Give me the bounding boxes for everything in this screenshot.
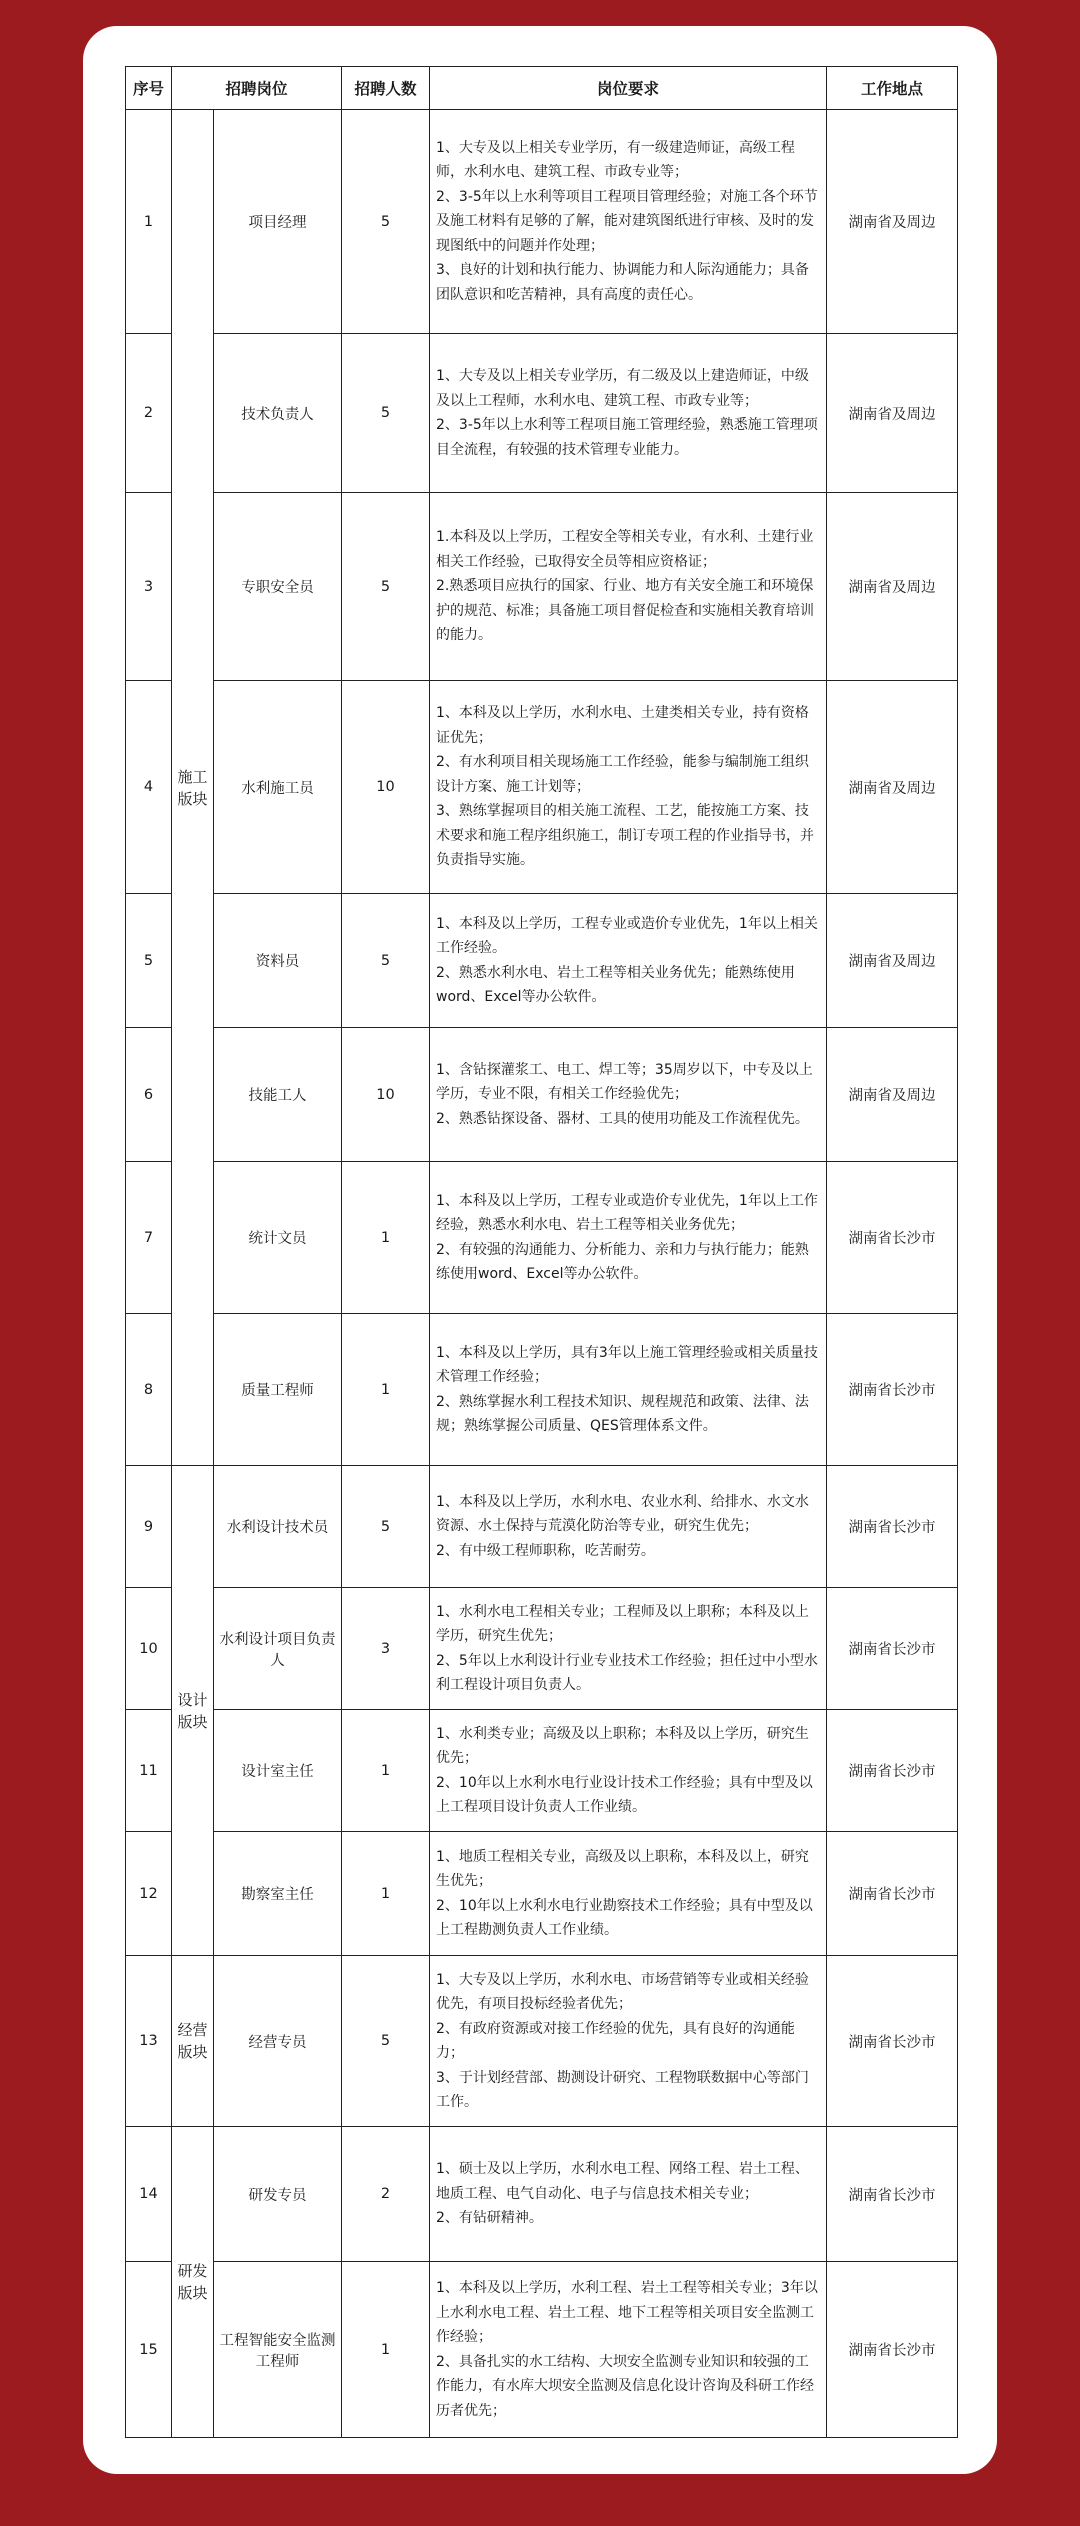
header-requirements: 岗位要求 bbox=[430, 67, 827, 110]
table-header-row bbox=[126, 67, 958, 110]
block-construction bbox=[172, 110, 214, 1466]
row-no: 11 bbox=[126, 1710, 172, 1832]
row-no: 3 bbox=[126, 493, 172, 681]
header-no: 序号 bbox=[126, 67, 172, 110]
row-location: 湖南省长沙市 bbox=[827, 2127, 958, 2262]
row-location: 湖南省及周边 bbox=[827, 493, 958, 681]
table-row bbox=[126, 1028, 958, 1162]
header-position: 招聘岗位 bbox=[172, 67, 342, 110]
row-no: 14 bbox=[126, 2127, 172, 2262]
row-no: 1 bbox=[126, 110, 172, 334]
row-requirements: 1、硕士及以上学历，水利水电工程、网络工程、岩土工程、地质工程、电气自动化、电子与信息技术相关专业； 2、有钻研精神。 bbox=[430, 2127, 827, 2262]
row-position: 勘察室主任 bbox=[214, 1832, 342, 1956]
row-count: 5 bbox=[342, 334, 430, 493]
row-position: 统计文员 bbox=[214, 1162, 342, 1314]
block-label: 经营 版块 bbox=[177, 2021, 208, 2061]
row-count: 5 bbox=[342, 894, 430, 1028]
row-position: 资料员 bbox=[214, 894, 342, 1028]
row-count: 1 bbox=[342, 1314, 430, 1466]
row-requirements: 1、大专及以上学历，水利水电、市场营销等专业或相关经验优先，有项目投标经验者优先； 2、有政府资源或对接工作经验的优先，具有良好的沟通能力； 3、于计划经营部、勘测设计研究、工程物联数据中心等部门工作。 bbox=[430, 1956, 827, 2127]
row-location: 湖南省长沙市 bbox=[827, 1956, 958, 2127]
row-position: 项目经理 bbox=[214, 110, 342, 334]
block-label: 研发 版块 bbox=[177, 2262, 208, 2302]
row-position: 技能工人 bbox=[214, 1028, 342, 1162]
table-row bbox=[126, 1314, 958, 1466]
row-position: 专职安全员 bbox=[214, 493, 342, 681]
row-requirements: 1、大专及以上相关专业学历，有一级建造师证，高级工程师，水利水电、建筑工程、市政专业等； 2、3-5年以上水利等项目工程项目管理经验；对施工各个环节及施工材料有足够的了解，能对建筑图纸进行审核、及时的发现图纸中的问题并作处理； 3、良好的计划和执行能力、协调能力和人际沟通能力；具备团队意识和吃苦精神，具有高度的责任心。 bbox=[430, 110, 827, 334]
row-no: 12 bbox=[126, 1832, 172, 1956]
row-count: 5 bbox=[342, 1466, 430, 1588]
row-requirements: 1、大专及以上相关专业学历，有二级及以上建造师证，中级及以上工程师，水利水电、建筑工程、市政专业等； 2、3-5年以上水利等工程项目施工管理经验，熟悉施工管理项目全流程，有较强的技术管理专业能力。 bbox=[430, 334, 827, 493]
row-requirements: 1、地质工程相关专业，高级及以上职称，本科及以上，研究生优先； 2、10年以上水利水电行业勘察技术工作经验；具有中型及以上工程勘测负责人工作业绩。 bbox=[430, 1832, 827, 1956]
row-position: 经营专员 bbox=[214, 1956, 342, 2127]
row-requirements: 1、本科及以上学历，具有3年以上施工管理经验或相关质量技术管理工作经验； 2、熟练掌握水利工程技术知识、规程规范和政策、法律、法规；熟练掌握公司质量、QES管理体系文件。 bbox=[430, 1314, 827, 1466]
row-location: 湖南省及周边 bbox=[827, 110, 958, 334]
block-design bbox=[172, 1466, 214, 1956]
row-position: 技术负责人 bbox=[214, 334, 342, 493]
row-requirements: 1、本科及以上学历，工程专业或造价专业优先，1年以上工作经验，熟悉水利水电、岩土工程等相关业务优先； 2、有较强的沟通能力、分析能力、亲和力与执行能力；能熟练使用word、Excel等办公软件。 bbox=[430, 1162, 827, 1314]
block-business bbox=[172, 1956, 214, 2127]
row-count: 5 bbox=[342, 110, 430, 334]
row-location: 湖南省长沙市 bbox=[827, 1466, 958, 1588]
row-count: 10 bbox=[342, 1028, 430, 1162]
table-row bbox=[126, 2262, 958, 2438]
row-location: 湖南省及周边 bbox=[827, 334, 958, 493]
table-row bbox=[126, 1832, 958, 1956]
row-requirements: 1、含钻探灌浆工、电工、焊工等；35周岁以下，中专及以上学历，专业不限，有相关工作经验优先； 2、熟悉钻探设备、器材、工具的使用功能及工作流程优先。 bbox=[430, 1028, 827, 1162]
table-row bbox=[126, 493, 958, 681]
row-no: 4 bbox=[126, 681, 172, 894]
row-position: 设计室主任 bbox=[214, 1710, 342, 1832]
row-no: 6 bbox=[126, 1028, 172, 1162]
row-count: 1 bbox=[342, 1832, 430, 1956]
row-position: 研发专员 bbox=[214, 2127, 342, 2262]
table-row bbox=[126, 110, 958, 334]
block-rnd bbox=[172, 2127, 214, 2438]
table-row bbox=[126, 1956, 958, 2127]
row-position: 水利设计项目负责人 bbox=[214, 1588, 342, 1710]
recruitment-table bbox=[125, 66, 958, 2438]
row-position: 工程智能安全监测工程师 bbox=[214, 2262, 342, 2438]
table-row bbox=[126, 681, 958, 894]
row-location: 湖南省及周边 bbox=[827, 681, 958, 894]
block-label: 设计 版块 bbox=[177, 1690, 208, 1731]
row-no: 15 bbox=[126, 2262, 172, 2438]
row-count: 3 bbox=[342, 1588, 430, 1710]
row-location: 湖南省长沙市 bbox=[827, 1832, 958, 1956]
row-count: 1 bbox=[342, 2262, 430, 2438]
row-no: 8 bbox=[126, 1314, 172, 1466]
row-requirements: 1、本科及以上学历，水利水电、土建类相关专业，持有资格证优先； 2、有水利项目相关现场施工工作经验，能参与编制施工组织设计方案、施工计划等； 3、熟练掌握项目的相关施工流程、工艺，能按施工方案、技术要求和施工程序组织施工，制订专项工程的作业指导书，并负责指导实施。 bbox=[430, 681, 827, 894]
row-location: 湖南省长沙市 bbox=[827, 1162, 958, 1314]
row-requirements: 1、本科及以上学历，水利工程、岩土工程等相关专业；3年以上水利水电工程、岩土工程、地下工程等相关项目安全监测工作经验； 2、具备扎实的水工结构、大坝安全监测专业知识和较强的工作能力，有水库大坝安全监测及信息化设计咨询及科研工作经历者优先； bbox=[430, 2262, 827, 2438]
row-requirements: 1、本科及以上学历，水利水电、农业水利、给排水、水文水资源、水土保持与荒漠化防治等专业，研究生优先； 2、有中级工程师职称，吃苦耐劳。 bbox=[430, 1466, 827, 1588]
row-location: 湖南省长沙市 bbox=[827, 2262, 958, 2438]
row-count: 2 bbox=[342, 2127, 430, 2262]
row-count: 5 bbox=[342, 1956, 430, 2127]
header-count: 招聘人数 bbox=[342, 67, 430, 110]
row-position: 质量工程师 bbox=[214, 1314, 342, 1466]
row-count: 1 bbox=[342, 1162, 430, 1314]
row-location: 湖南省长沙市 bbox=[827, 1710, 958, 1832]
row-no: 2 bbox=[126, 334, 172, 493]
row-position: 水利施工员 bbox=[214, 681, 342, 894]
row-count: 10 bbox=[342, 681, 430, 894]
row-location: 湖南省长沙市 bbox=[827, 1588, 958, 1710]
table-row bbox=[126, 1588, 958, 1710]
row-no: 7 bbox=[126, 1162, 172, 1314]
row-no: 13 bbox=[126, 1956, 172, 2127]
table-row bbox=[126, 2127, 958, 2262]
table-row bbox=[126, 1162, 958, 1314]
row-requirements: 1、水利类专业；高级及以上职称；本科及以上学历，研究生优先； 2、10年以上水利水电行业设计技术工作经验；具有中型及以上工程项目设计负责人工作业绩。 bbox=[430, 1710, 827, 1832]
table-row bbox=[126, 334, 958, 493]
block-label: 施工 版块 bbox=[177, 767, 208, 808]
row-no: 10 bbox=[126, 1588, 172, 1710]
row-location: 湖南省及周边 bbox=[827, 894, 958, 1028]
row-location: 湖南省长沙市 bbox=[827, 1314, 958, 1466]
row-requirements: 1.本科及以上学历，工程安全等相关专业，有水利、土建行业相关工作经验，已取得安全员等相应资格证； 2.熟悉项目应执行的国家、行业、地方有关安全施工和环境保护的规范、标准；具备施工项目督促检查和实施相关教育培训的能力。 bbox=[430, 493, 827, 681]
table-row bbox=[126, 1466, 958, 1588]
row-count: 5 bbox=[342, 493, 430, 681]
header-location: 工作地点 bbox=[827, 67, 958, 110]
table-row bbox=[126, 894, 958, 1028]
table-row bbox=[126, 1710, 958, 1832]
row-no: 5 bbox=[126, 894, 172, 1028]
row-position: 水利设计技术员 bbox=[214, 1466, 342, 1588]
row-count: 1 bbox=[342, 1710, 430, 1832]
row-requirements: 1、水利水电工程相关专业；工程师及以上职称；本科及以上学历，研究生优先； 2、5年以上水利设计行业专业技术工作经验；担任过中小型水利工程设计项目负责人。 bbox=[430, 1588, 827, 1710]
row-no: 9 bbox=[126, 1466, 172, 1588]
row-requirements: 1、本科及以上学历，工程专业或造价专业优先，1年以上相关工作经验。 2、熟悉水利水电、岩土工程等相关业务优先；能熟练使用word、Excel等办公软件。 bbox=[430, 894, 827, 1028]
row-location: 湖南省及周边 bbox=[827, 1028, 958, 1162]
